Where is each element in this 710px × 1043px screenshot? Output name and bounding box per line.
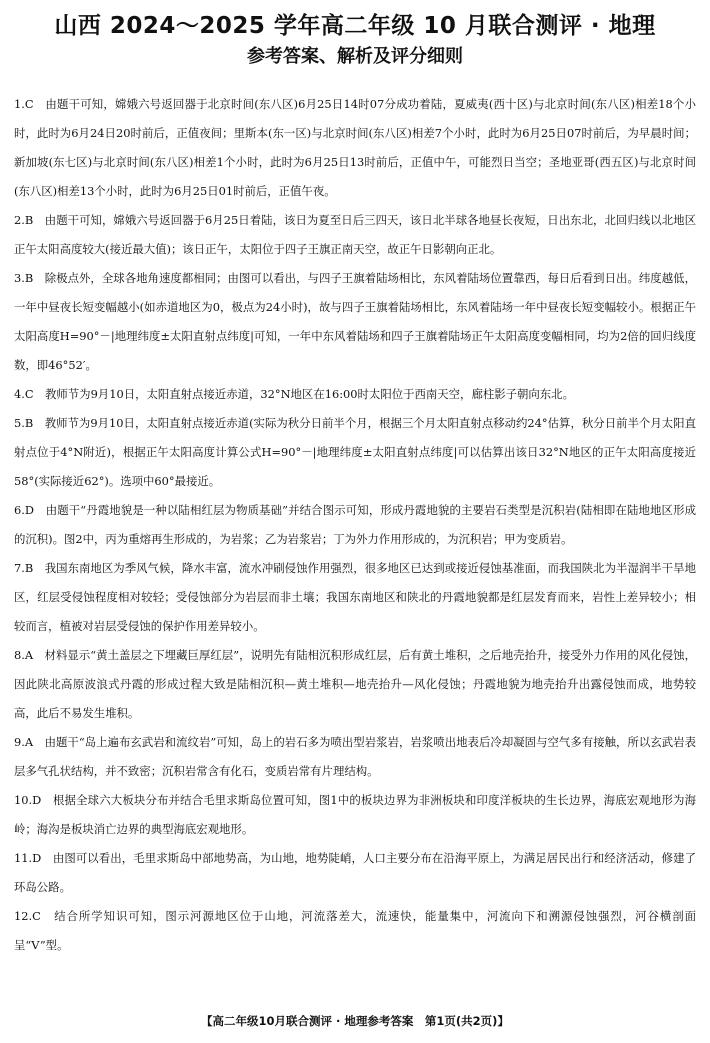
answer-number: 4.C bbox=[14, 387, 34, 401]
answer-item bbox=[14, 496, 696, 554]
answer-list bbox=[14, 90, 696, 960]
answer-item bbox=[14, 409, 696, 496]
answer-number: 11.D bbox=[14, 851, 42, 865]
answer-item bbox=[14, 206, 696, 264]
answer-item bbox=[14, 786, 696, 844]
answer-number: 12.C bbox=[14, 909, 41, 923]
answer-item bbox=[14, 380, 696, 409]
answer-explanation: 根据全球六大板块分布并结合毛里求斯岛位置可知，图1中的板块边界为非洲板块和印度洋板块的生长边界，海底宏观地形为海岭；海沟是板块消亡边界的典型海底宏观地形。 bbox=[14, 793, 696, 836]
answer-item bbox=[14, 641, 696, 728]
answer-item bbox=[14, 728, 696, 786]
answer-item bbox=[14, 554, 696, 641]
answer-number: 9.A bbox=[14, 735, 34, 749]
answer-item bbox=[14, 844, 696, 902]
answer-explanation: 材料显示“黄土盖层之下埋藏巨厚红层”，说明先有陆相沉积形成红层，后有黄土堆积，之后地壳抬升，接受外力作用的风化侵蚀，因此陕北高原波浪式丹霞的形成过程大致是陆相沉积—黄土堆积—地壳抬升—风化侵蚀；丹霞地貌为地壳抬升出露侵蚀而成，地势较高，此后不易发生堆积。 bbox=[14, 648, 696, 720]
answer-number: 1.C bbox=[14, 97, 34, 111]
answer-item bbox=[14, 264, 696, 380]
answer-explanation: 教师节为9月10日，太阳直射点接近赤道，32°N地区在16:00时太阳位于西南天空，廊柱影子朝向东北。 bbox=[45, 387, 574, 401]
answer-number: 8.A bbox=[14, 648, 34, 662]
page-subtitle: 参考答案、解析及评分细则 bbox=[247, 46, 463, 67]
answer-explanation: 由图可以看出，毛里求斯岛中部地势高，为山地，地势陡峭，人口主要分布在沿海平原上，为满足居民出行和经济活动，修建了环岛公路。 bbox=[14, 851, 696, 894]
answer-explanation: 由题干“岛上遍布玄武岩和流纹岩”可知，岛上的岩石多为喷出型岩浆岩，岩浆喷出地表后冷却凝固与空气多有接触，所以玄武岩表层多气孔状结构，并不致密；沉积岩常含有化石，变质岩常有片理结构。 bbox=[14, 735, 696, 778]
answer-explanation: 我国东南地区为季风气候，降水丰富，流水冲刷侵蚀作用强烈，很多地区已达到或接近侵蚀基准面，而我国陕北为半湿润半干旱地区，红层受侵蚀程度相对较轻；受侵蚀部分为岩层而非土壤；我国东南地区和陕北的丹霞地貌都是红层发育而来，岩性上差异较小；相较而言，植被对岩层受侵蚀的保护作用差异较小。 bbox=[14, 561, 696, 633]
answer-number: 3.B bbox=[14, 271, 34, 285]
answer-number: 2.B bbox=[14, 213, 34, 227]
page-footer: 【高二年级10月联合测评 · 地理参考答案 第1页(共2页)】 bbox=[201, 1014, 509, 1028]
answer-number: 5.B bbox=[14, 416, 34, 430]
answer-number: 10.D bbox=[14, 793, 42, 807]
answer-explanation: 由题干可知，嫦娥六号返回器于北京时间(东八区)6月25日14时07分成功着陆，夏威夷(西十区)与北京时间(东八区)相差18个小时，此时为6月24日20时前后，正值夜间；里斯本(东一区)与北京时间(东八区)相差7个小时，此时为6月25日07时前后，为早晨时间；新加坡(东七区)与北京时间(东八区)相差1个小时，此时为6月25日13时前后，正值中午，可能烈日当空；圣地亚哥(西五区)与北京时间(东八区)相差13个小时，此时为6月25日01时前后，正值午夜。 bbox=[14, 97, 696, 198]
answer-number: 7.B bbox=[14, 561, 34, 575]
answer-explanation: 除极点外，全球各地角速度都相同；由图可以看出，与四子王旗着陆场相比，东风着陆场位置靠西，每日后看到日出。纬度越低，一年中昼夜长短变幅越小(如赤道地区为0，极点为24小时)，故与四子王旗着陆场相比，东风着陆场一年中昼夜长短变幅较小。根据正午太阳高度H=90°－|地理纬度±太阳直射点纬度|可知，一年中东风着陆场和四子王旗着陆场正午太阳高度变幅相同，均为2倍的回归线度数，即46°52′。 bbox=[14, 271, 696, 372]
answer-item bbox=[14, 902, 696, 960]
answer-explanation: 由题干可知，嫦娥六号返回器于6月25日着陆，该日为夏至日后三四天，该日北半球各地昼长夜短，日出东北，北回归线以北地区正午太阳高度较大(接近最大值)；该日正午，太阳位于四子王旗正南天空，故正午日影朝向正北。 bbox=[14, 213, 696, 256]
answer-explanation: 教师节为9月10日，太阳直射点接近赤道(实际为秋分日前半个月，根据三个月太阳直射点移动约24°估算，秋分日前半个月太阳直射点位于4°N附近)，根据正午太阳高度计算公式H=90°－|地理纬度±太阳直射点纬度|可以估算出该日32°N地区的正午太阳高度接近58°(实际接近62°)。选项中60°最接近。 bbox=[14, 416, 696, 488]
answer-explanation: 由题干“丹霞地貌是一种以陆相红层为物质基础”并结合图示可知，形成丹霞地貌的主要岩石类型是沉积岩(陆相即在陆地地区形成的沉积)。图2中，丙为重熔再生形成的，为岩浆；乙为岩浆岩；丁为外力作用形成的，为沉积岩；甲为变质岩。 bbox=[14, 503, 696, 546]
answer-explanation: 结合所学知识可知，图示河源地区位于山地，河流落差大，流速快，能量集中，河流向下和溯源侵蚀强烈，河谷横剖面呈“V”型。 bbox=[14, 909, 696, 952]
answer-number: 6.D bbox=[14, 503, 35, 517]
answer-item bbox=[14, 90, 696, 206]
page-title: 山西 2024～2025 学年高二年级 10 月联合测评 · 地理 bbox=[54, 13, 656, 39]
